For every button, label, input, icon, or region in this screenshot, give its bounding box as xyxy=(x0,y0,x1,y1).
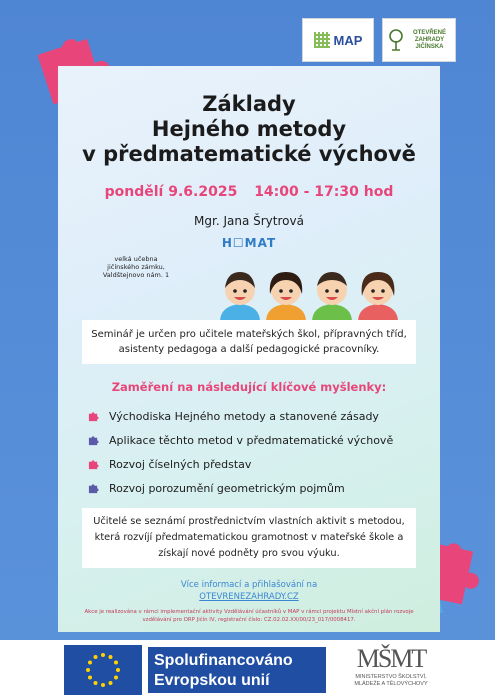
child-4 xyxy=(358,272,398,322)
msmt-line-2: MLÁDEŽE A TĚLOVÝCHOVY xyxy=(354,681,428,687)
oz-logo-text: OTEVŘENÉ ZAHRADY JIČÍNSKA xyxy=(412,29,446,50)
list-item xyxy=(88,476,428,500)
list-item-text: Rozvoj porozumění geometrickým pojmům xyxy=(109,481,345,495)
event-date: pondělí 9.6.2025 xyxy=(104,184,238,200)
list-item xyxy=(88,428,428,452)
eu-line-2: Evropskou unií xyxy=(154,672,270,689)
fine-print: Akce je realizována v rámci implementační aktivity Vzdělávání účastníků v MAP v rámci projektu Místní akční plán rozvoje vzdělávání pro ORP Jičín IV, registrační číslo: CZ.02.02.XX/00/23_017/0008417. xyxy=(84,609,414,623)
venue-line: Valdštejnovo nám. 1 xyxy=(102,271,170,279)
homat-logo: H☐MAT xyxy=(221,236,277,250)
intro-box xyxy=(82,320,416,364)
child-3 xyxy=(312,272,352,322)
title-line-1: Základy xyxy=(202,92,296,116)
map-logo xyxy=(302,18,374,62)
puzzle-bullet-icon xyxy=(88,483,99,494)
event-datetime xyxy=(58,184,440,200)
event-time: 14:00 - 17:30 hod xyxy=(254,184,394,200)
eu-flag-icon xyxy=(64,645,142,695)
child-1 xyxy=(220,272,260,322)
msmt-line-1: MINISTERSTVO ŠKOLSTVÍ, xyxy=(355,674,427,680)
focus-heading: Zaměření na následující klíčové myšlenky: xyxy=(111,380,387,394)
puzzle-bullet-icon xyxy=(88,435,99,446)
registration-link[interactable]: OTEVRENEZAHRADY.CZ xyxy=(199,592,299,602)
lecturer-name: Mgr. Jana Šrytrová xyxy=(194,214,304,228)
puzzle-bullet-icon xyxy=(88,411,99,422)
list-item xyxy=(88,452,428,476)
oz-logo xyxy=(382,18,456,62)
map-grid-icon xyxy=(314,32,330,48)
eu-cofunding-text xyxy=(148,647,326,693)
title-line-3: v předmatematické výchově xyxy=(82,142,416,166)
child-2 xyxy=(266,272,306,322)
intro-text: Seminář je určen pro učitele mateřských škol, přípravných tříd, asistenty pedagoga a další pedagogické pracovníky. xyxy=(91,329,407,355)
partner-logos xyxy=(302,18,462,60)
map-logo-text: MAP xyxy=(333,32,363,48)
list-item xyxy=(88,404,428,428)
children-illustration xyxy=(214,264,400,322)
note-text: Učitelé se seznámí prostřednictvím vlastních aktivit s metodou, která rozvíjí předmatematickou gramotnost v mateřské škole a získají nové podněty pro svou výuku. xyxy=(93,516,405,559)
list-item-text: Východiska Hejného metody a stanovené zásady xyxy=(109,409,379,423)
key-points-list xyxy=(88,404,428,500)
venue xyxy=(96,255,176,279)
msmt-mark: MŠMT xyxy=(356,644,426,673)
venue-line: jičínského zámku, xyxy=(107,263,165,271)
tree-icon xyxy=(387,29,405,51)
more-info-label: Více informací a přihlašování na xyxy=(180,580,318,590)
title-line-2: Hejného metody xyxy=(151,117,347,141)
list-item-text: Aplikace těchto metod v předmatematické výchově xyxy=(109,433,394,447)
eu-line-1: Spolufinancováno xyxy=(154,652,293,669)
note-box xyxy=(82,508,416,568)
more-info xyxy=(58,579,440,603)
puzzle-bullet-icon xyxy=(88,459,99,470)
list-item-text: Rozvoj číselných představ xyxy=(109,457,252,471)
msmt-logo xyxy=(346,644,436,698)
venue-line: velká učebna xyxy=(114,255,158,263)
page-title xyxy=(58,92,440,167)
